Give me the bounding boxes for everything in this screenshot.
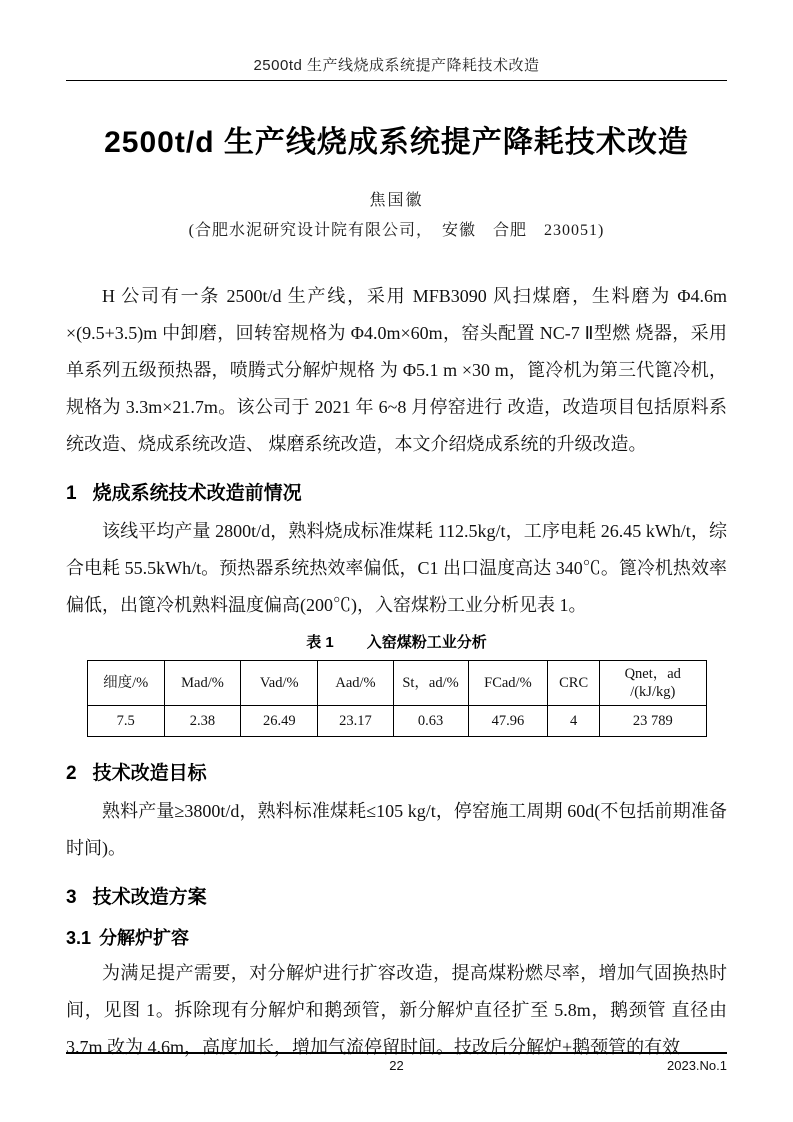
- section-3-1-heading: [66, 923, 727, 953]
- section-3-title: 技术改造方案: [92, 887, 207, 908]
- table-data-cell: 7.5: [87, 706, 164, 737]
- section-1-title: 烧成系统技术改造前情况: [92, 483, 302, 504]
- section-2-title: 技术改造目标: [92, 763, 207, 784]
- section-2-number: 2: [66, 763, 77, 784]
- section-1-paragraph: 该线平均产量 2800t/d，熟料烧成标准煤耗 112.5kg/t，工序电耗 26.45 kWh/t，综合电耗 55.5kWh/t。预热器系统热效率偏低，C1 出口温度高达 340℃。篦冷机热效率偏低，出篦冷机熟料温度偏高(200℃)，入窑煤粉工业分析见表 1。: [66, 521, 727, 615]
- table-1-caption: [66, 632, 727, 654]
- table-data-cell: 23.17: [318, 706, 393, 737]
- running-head: 2500td 生产线烧成系统提产降耗技术改造: [253, 57, 540, 74]
- table-header-cell: CRC: [548, 661, 600, 706]
- page-number: 22: [389, 1058, 404, 1073]
- page-footer: [66, 1052, 727, 1073]
- section-1-number: 1: [66, 483, 77, 504]
- table-1-caption-label: 表 1: [306, 634, 334, 651]
- table-header-row: [87, 661, 706, 706]
- table-header-cell: FCad/%: [468, 661, 548, 706]
- issue-label: 2023.No.1: [667, 1058, 727, 1073]
- intro-paragraph: H 公司有一条 2500t/d 生产线，采用 MFB3090 风扫煤磨，生料磨为 Φ4.6m ×(9.5+3.5)m 中卸磨，回转窑规格为 Φ4.0m×60m，窑头配置 NC-7 Ⅱ型燃 烧器，采用单系列五级预热器，喷腾式分解炉规格 为 Φ5.1 m ×30 m，篦冷机为第三代篦冷机，规格为 3.3m×21.7m。该公司于 2021 年 6~8 月停窑进行 改造，改造项目包括原料系统改造、烧成系统改造、 煤磨系统改造，本文介绍烧成系统的升级改造。: [66, 286, 727, 454]
- section-3-1-paragraph: 为满足提产需要，对分解炉进行扩容改造，提高煤粉燃尽率，增加气固换热时间，见图 1。拆除现有分解炉和鹅颈管，新分解炉直径扩至 5.8m，鹅颈管 直径由 3.7m 改为 4.6m，高度加长，增加气流停留时间。技改后分解炉+鹅颈管的有效: [66, 963, 727, 1057]
- coal-analysis-table: [87, 660, 707, 737]
- section-1-heading: [66, 477, 727, 511]
- section-2-paragraph: 熟料产量≥3800t/d，熟料标准煤耗≤105 kg/t，停窑施工周期 60d(不包括前期准备时间)。: [66, 801, 727, 858]
- table-data-row: [87, 706, 706, 737]
- table-header-cell: Aad/%: [318, 661, 393, 706]
- table-data-cell: 2.38: [164, 706, 240, 737]
- author-affiliation: (合肥水泥研究设计院有限公司， 安徽 合肥 230051): [188, 222, 605, 239]
- article-title: 2500t/d 生产线烧成系统提产降耗技术改造: [104, 126, 689, 159]
- table-header-cell: Qnet，ad /(kJ/kg): [600, 661, 706, 706]
- table-header-cell: St，ad/%: [393, 661, 468, 706]
- table-data-cell: 26.49: [241, 706, 318, 737]
- section-3-heading: [66, 881, 727, 915]
- table-data-cell: 0.63: [393, 706, 468, 737]
- table-header-cell: Mad/%: [164, 661, 240, 706]
- section-3-1-title: 分解炉扩容: [99, 928, 190, 948]
- footer-rule: [66, 1052, 727, 1054]
- table-1-caption-title: 入窑煤粉工业分析: [366, 634, 487, 651]
- author-name: 焦国徽: [369, 192, 424, 209]
- section-3-1-number: 3.1: [66, 928, 92, 948]
- header-rule: [66, 80, 727, 81]
- section-2-heading: [66, 757, 727, 791]
- table-data-cell: 23 789: [600, 706, 706, 737]
- section-3-number: 3: [66, 887, 77, 908]
- table-header-cell: Vad/%: [241, 661, 318, 706]
- table-data-cell: 47.96: [468, 706, 548, 737]
- table-data-cell: 4: [548, 706, 600, 737]
- table-header-cell: 细度/%: [87, 661, 164, 706]
